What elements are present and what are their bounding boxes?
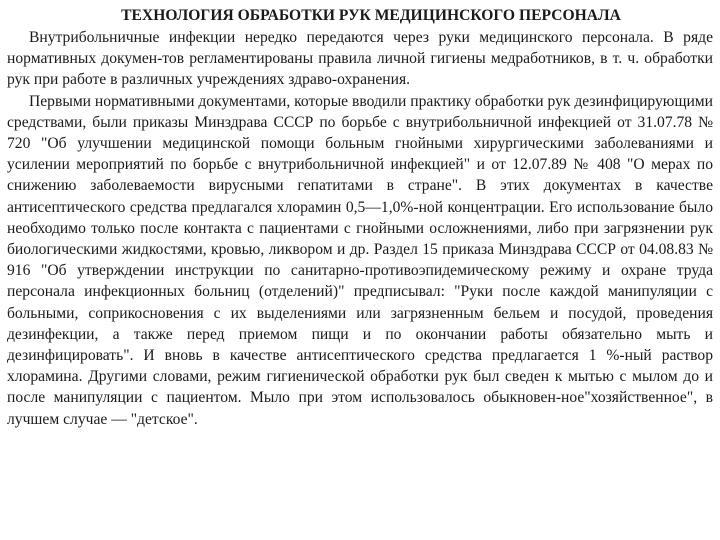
document-page <box>7 4 713 430</box>
document-title: ТЕХНОЛОГИЯ ОБРАБОТКИ РУК МЕДИЦИНСКОГО ПЕРСОНАЛА <box>121 7 621 24</box>
paragraph-intro: Внутрибольничные инфекции нередко передаются через руки медицинского персонала. В ряде нормативных докумен-тов регламентированы правила личной гигиены медработников, в т. ч. обработки рук при работе в различных учреждениях здраво-охранения. <box>7 29 713 89</box>
paragraph-regulations: Первыми нормативными документами, которые вводили практику обработки рук дезинфицирующими средствами, были приказы Минздрава СССР по борьбе с внутрибольничной инфекцией от 31.07.78 № 720 "Об улучшении медицинской помощи больным гнойными хирургическими заболеваниями и усилении мероприятий по борьбе с внутрибольничной инфекцией" и от 12.07.89 № 408 "О мерах по снижению заболеваемости вирусными гепатитами в стране". В этих документах в качестве антисептического средства предлагался хлорамин 0,5—1,0%-ной концентрации. Его использование было необходимо только после контакта с пациентами с гнойными осложнениями, либо при загрязнении рук биологическими жидкостями, кровью, ликвором и др. Раздел 15 приказа Минздрава СССР от 04.08.83 № 916 "Об утверждении инструкции по санитарно-противоэпидемическому режиму и охране труда персонала инфекционных больниц (отделений)" предписывал: "Руки после каждой манипуляции с больными, соприкосновения с их выделениями или загрязненным бельем и посудой, проведения дезинфекции, а также перед приемом пищи и по окончании работы обязательно мыть и дезинфицировать". И вновь в качестве антисептического средства предлагается 1 %-ный раствор хлорамина. Другими словами, режим гигиенической обработки рук был сведен к мытью с мылом до и после манипуляции с пациентом. Мыло при этом использовалось обыкновен-ное"хозяйственное", в лучшем случае — "детское". <box>7 92 714 428</box>
